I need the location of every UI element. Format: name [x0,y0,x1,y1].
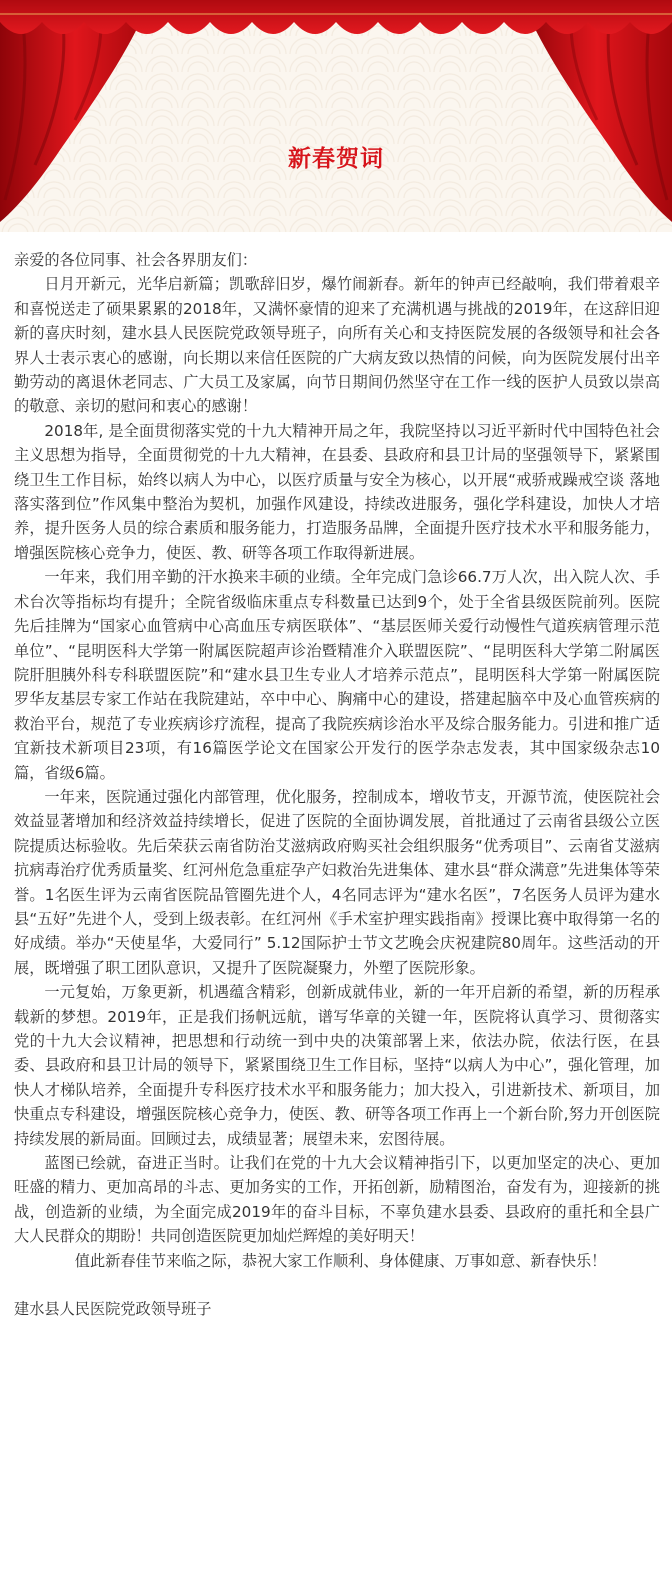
closing-wishes: 值此新春佳节来临之际，恭祝大家工作顺利、身体健康、万事如意、新春快乐！ [74,1251,607,1270]
festive-banner [0,0,672,232]
salutation: 亲爱的各位同事、社会各界朋友们： [14,251,257,269]
letter-body [14,248,660,1321]
red-curtain-decoration [0,0,672,232]
signature: 建水县人民医院党政领导班子 [14,1300,212,1319]
paragraph-opening: 日月开新元，光华启新篇；凯歌辞旧岁，爆竹闹新春。新年的钟声已经敲响，我们带着艰辛和喜悦送走了硕果累累的2018年，又满怀豪情的迎来了充满机遇与挑战的2019年，在这辞旧迎新的喜庆时刻，建水县人民医院党政领导班子，向所有关心和支持医院发展的各级领导和社会各界人士表示衷心的感谢，向长期以来信任医院的广大病友致以热情的问候，向为医院发展付出辛勤劳动的离退休老同志、广大员工及家属，向节日期间仍然坚守在工作一线的医护人员致以崇高的敬意、亲切的慰问和衷心的感谢！ [14,275,660,416]
paragraph-management: 一年来，医院通过强化内部管理，优化服务，控制成本，增收节支，开源节流，使医院社会效益显著增加和经济效益持续增长，促进了医院的全面协调发展，首批通过了云南省县级公立医院提质达标验收。先后荣获云南省防治艾滋病政府购买社会组织服务“优秀项目”、云南省艾滋病抗病毒治疗优秀质量奖、红河州危急重症孕产妇救治先进集体、建水县“群众满意”先进集体等荣誉。1名医生评为云南省医院品管圈先进个人，4名同志评为“建水名医”，7名医务人员评为建水县“五好”先进个人，受到上级表彰。在红河州《手术室护理实践指南》授课比赛中取得第一名的好成绩。举办“天使星华，大爱同行” 5.12国际护士节文艺晚会庆祝建院80周年。这些活动的开展，既增强了职工团队意识，又提升了医院凝聚力，外塑了医院形象。 [14,787,660,977]
paragraph-call-to-action: 蓝图已绘就，奋进正当时。让我们在党的十九大会议精神指引下，以更加坚定的决心、更加旺盛的精力、更加高昂的斗志、更加务实的工作，开拓创新，励精图治，奋发有为，迎接新的挑战，创造新的业绩，为全面完成2019年的奋斗目标，不辜负建水县委、县政府的重托和全县广大人民群众的期盼！共同创造医院更加灿烂辉煌的美好明天！ [14,1154,660,1246]
paragraph-achievements: 一年来，我们用辛勤的汗水换来丰硕的业绩。全年完成门急诊66.7万人次，出入院人次、手术台次等指标均有提升；全院省级临床重点专科数量已达到9个，处于全省县级医院前列。医院先后挂牌为“国家心血管病中心高血压专病医联体”、“基层医师关爱行动慢性气道疾病管理示范单位”、“昆明医科大学第一附属医院超声诊治暨精准介入联盟医院”、“昆明医科大学第二附属医院肝胆胰外科专科联盟医院”和“建水县卫生专业人才培养示范点”，昆明医科大学第一附属医院罗华友基层专家工作站在我院建站，卒中中心、胸痛中心的建设，搭建起脑卒中及心血管疾病的救治平台，规范了专业疾病诊疗流程，提高了我院疾病诊治水平及综合服务能力。引进和推广适宜新技术新项目23项，有16篇医学论文在国家公开发行的医学杂志发表，其中国家级杂志10篇，省级6篇。 [14,568,660,782]
page-title: 新春贺词 [288,146,384,172]
paragraph-2018-overview: 2018年, 是全面贯彻落实党的十九大精神开局之年，我院坚持以习近平新时代中国特色社会主义思想为指导，全面贯彻党的十九大精神，在县委、县政府和县卫计局的坚强领导下，紧紧围绕卫生工作目标，始终以病人为中心，以医疗质量与安全为核心，以开展“戒骄戒躁戒空谈 落地落实落到位”作风集中整治为契机，加强作风建设，持续改进服务，强化学科建设，加快人才培养，提升医务人员的综合素质和服务能力，打造服务品牌，全面提升医疗技术水平和服务能力，增强医院核心竞争力，使医、教、研等各项工作取得新进展。 [14,421,660,562]
paragraph-2019-plans: 一元复始，万象更新，机遇蕴含精彩，创新成就伟业，新的一年开启新的希望，新的历程承载新的梦想。2019年，正是我们扬帆远航，谱写华章的关键一年，医院将认真学习、贯彻落实党的十九大会议精神，把思想和行动统一到中央的决策部署上来，依法办院，依法行医，在县委、县政府和县卫计局的领导下，紧紧围绕卫生工作目标，坚持“以病人为中心”，强化管理，加快人才梯队培养，全面提升专科医疗技术水平和服务能力；加大投入，引进新技术、新项目，加快重点专科建设，增强医院核心竞争力，使医、教、研等各项工作再上一个新台阶,努力开创医院持续发展的新局面。回顾过去，成绩显著；展望未来，宏图待展。 [14,983,660,1148]
